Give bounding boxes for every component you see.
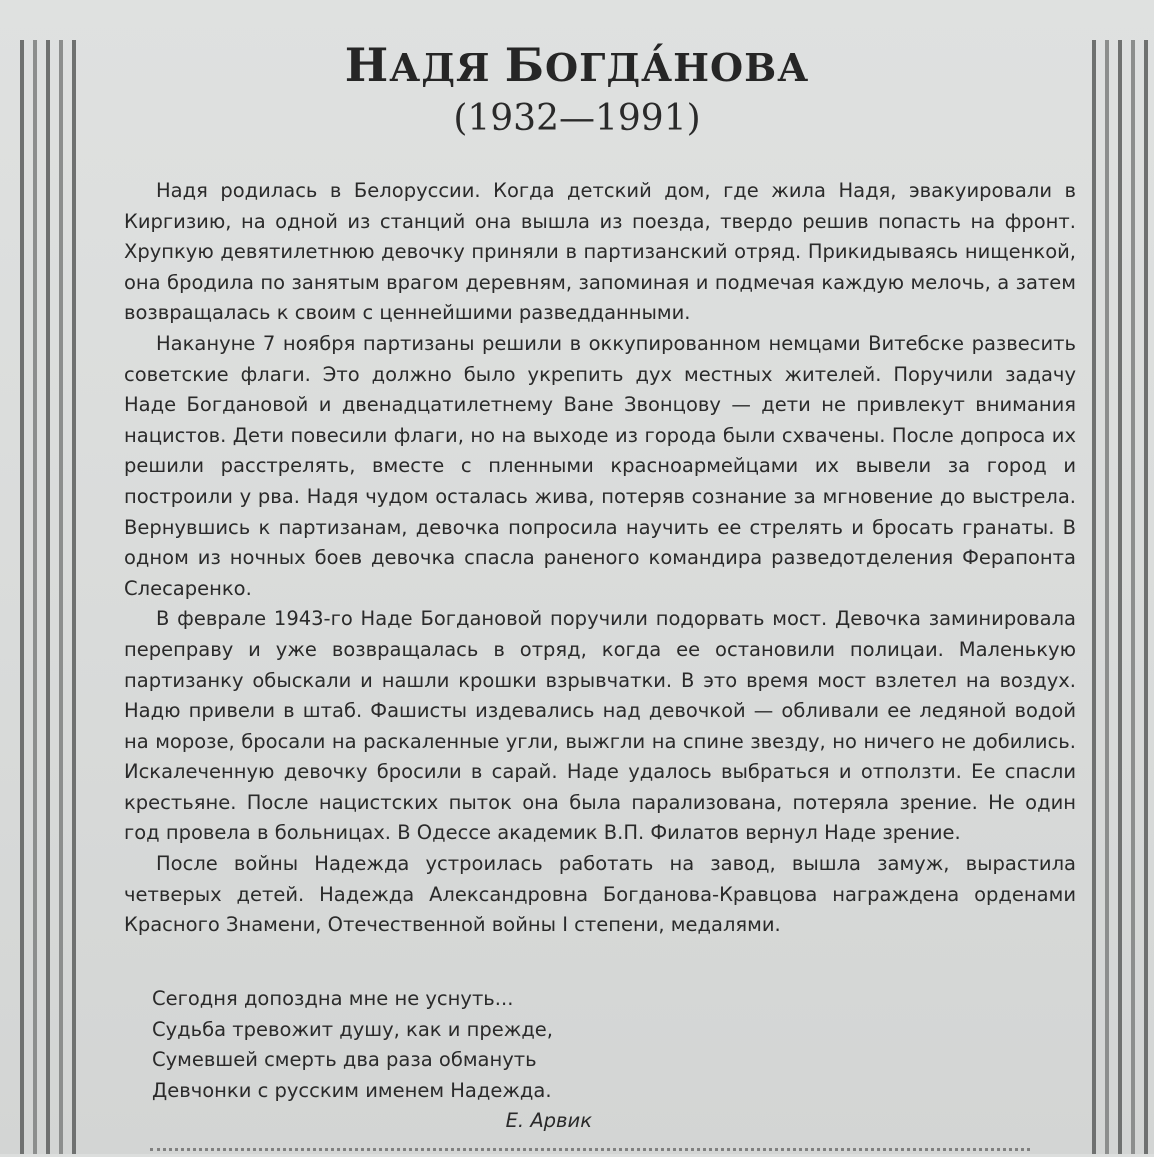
cropped-next-line xyxy=(150,1148,1030,1157)
stripe xyxy=(1131,40,1135,1154)
title-first-name: АДЯ xyxy=(389,45,491,90)
paragraph: В феврале 1943-го Наде Богдановой поручили подорвать мост. Девочка заминировала переправу и уже возвращалась в отряд, когда ее остановили полицаи. Маленькую партизанку обыскали и нашли крошки взрывчатки. В это время мост взлетел на воздух. Надю привели в штаб. Фашисты издевались над девочкой — обливали ее ледяной водой на морозе, бросали на раскаленные угли, выжгли на спине звезду, но ничего не добились. Искалеченную девочку бросили в сарай. Наде удалось выбраться и отползти. Ее спасли крестьяне. После нацистских пыток она была парализована, потеряла зрение. Не один год провела в больницах. В Одессе академик В.П. Филатов вернул Наде зрение. xyxy=(124,607,1076,845)
page-title xyxy=(0,38,1154,92)
stripe xyxy=(1105,40,1109,1154)
poem-line: Девчонки с русским именем Надежда. xyxy=(152,1078,552,1102)
poem-line: Судьба тревожит душу, как и прежде, xyxy=(152,1017,554,1041)
paragraph: После войны Надежда устроилась работать на завод, вышла замуж, вырастила четверых детей. Надежда Александровна Богданова-Кравцова награждена орденами Красного Знамени, Отечественной войны I степени, медалями. xyxy=(124,852,1076,937)
title-initial: Н xyxy=(344,38,390,92)
stripe xyxy=(46,40,50,1154)
stripe xyxy=(1118,40,1122,1154)
title-last-name: ОГДА́НОВА xyxy=(545,45,810,90)
stripe xyxy=(59,40,63,1154)
paragraph: Надя родилась в Белоруссии. Когда детский дом, где жила Надя, эвакуировали в Киргизию, на одной из станций она вышла из поезда, твердо решив попасть на фронт. Хрупкую девятилетнюю девочку приняли в партизанский отряд. Прикидываясь нищенкой, она бродила по занятым врагом деревням, запоминая и подмечая каждую мелочь, а затем возвращалась к своим с ценнейшими разведданными. xyxy=(124,179,1076,325)
header xyxy=(0,38,1154,139)
life-years: (1932—1991) xyxy=(453,98,701,139)
stripe xyxy=(33,40,37,1154)
biography-text xyxy=(124,176,1076,941)
poem-author: Е. Арвик xyxy=(505,1109,592,1133)
poem-line: Сумевшей смерть два раза обмануть xyxy=(152,1048,537,1072)
stripe xyxy=(20,40,24,1154)
stripe xyxy=(72,40,76,1154)
stripe xyxy=(1144,40,1148,1154)
poem xyxy=(152,984,592,1137)
left-decorative-stripes xyxy=(20,40,76,1154)
paragraph: Накануне 7 ноября партизаны решили в оккупированном немцами Витебске развесить советские флаги. Это должно было укрепить дух местных жителей. Поручили задачу Наде Богдановой и двенадцатилетнему Ване Звонцову — дети не привлекут внимания нацистов. Дети повесили флаги, но на выходе из города были схвачены. После допроса их решили расстрелять, вместе с пленными красноармейцами их вывели за город и построили у рва. Надя чудом осталась жива, потеряв сознание за мгновение до выстрела. Вернувшись к партизанам, девочка попросила научить ее стрелять и бросать гранаты. В одном из ночных боев девочка спасла раненого командира разведотделения Ферапонта Слесаренко. xyxy=(124,331,1076,600)
title-initial: Б xyxy=(504,38,546,92)
poem-line: Сегодня допоздна мне не уснуть... xyxy=(152,987,514,1010)
right-decorative-stripes xyxy=(1092,40,1148,1154)
stripe xyxy=(1092,40,1096,1154)
